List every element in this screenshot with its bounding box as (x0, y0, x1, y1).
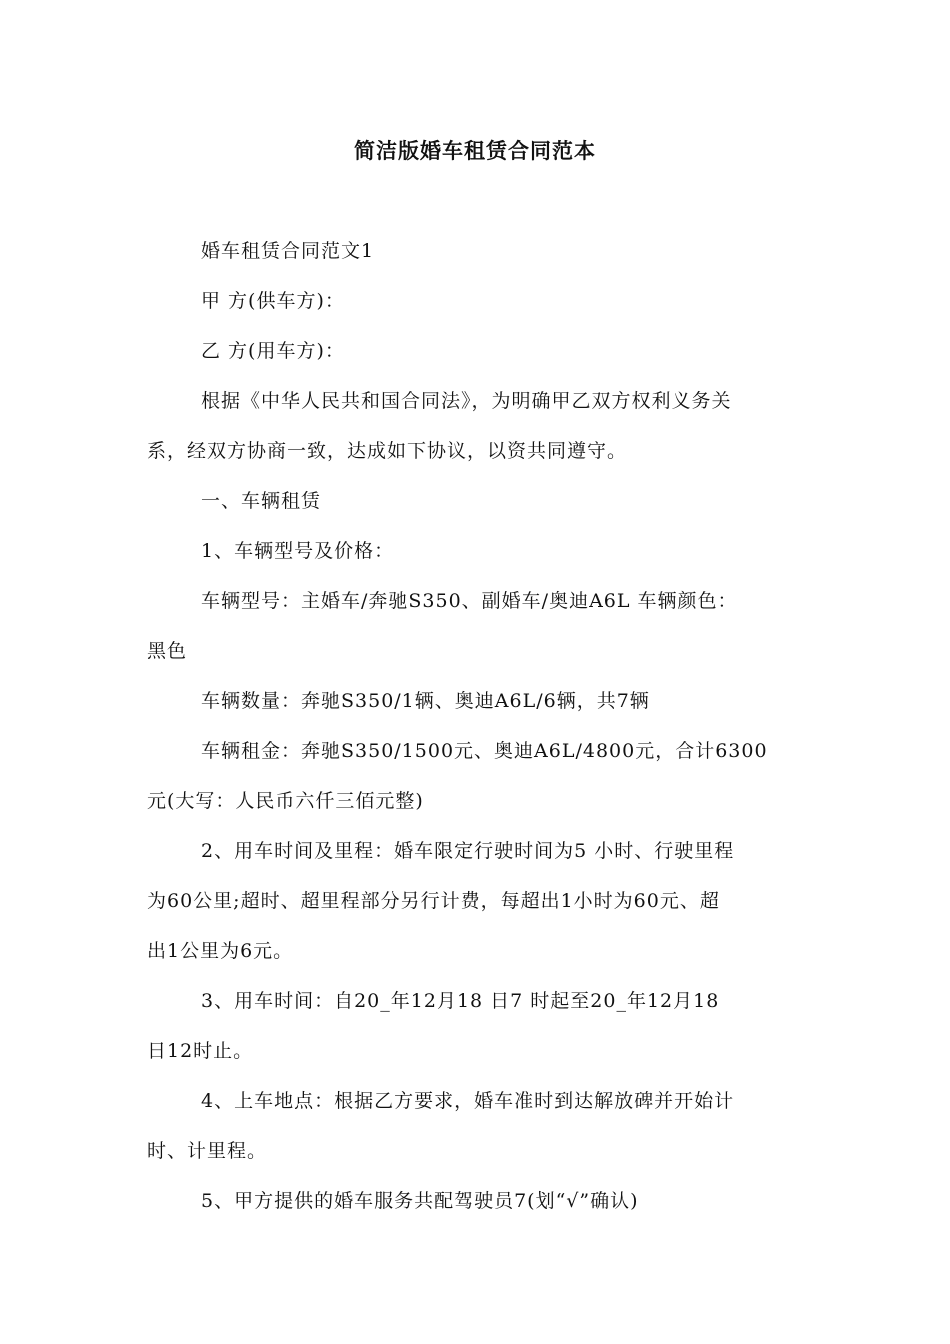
text-line: 3、用车时间：自20_年12月18 日7 时起至20_年12月18 (201, 990, 720, 1012)
text-line: 车辆数量：奔驰S350/1辆、奥迪A6L/6辆，共7辆 (201, 690, 650, 712)
text-line: 根据《中华人民共和国合同法》，为明确甲乙双方权利义务关 (201, 390, 732, 412)
text-line: 婚车租赁合同范文1 (201, 240, 375, 262)
text-line: 元(大写：人民币六仟三佰元整) (147, 790, 424, 812)
document-body (147, 226, 812, 1226)
text-line: 车辆型号：主婚车/奔驰S350、副婚车/奥迪A6L 车辆颜色： (201, 590, 738, 612)
text-line: 日12时止。 (147, 1040, 254, 1062)
text-line: 乙 方(用车方)： (201, 340, 345, 362)
text-line: 1、车辆型号及价格： (201, 540, 395, 562)
text-line: 一、车辆租赁 (201, 490, 322, 512)
text-line: 系，经双方协商一致，达成如下协议，以资共同遵守。 (147, 440, 628, 462)
text-line: 为60公里;超时、超里程部分另行计费，每超出1小时为60元、超 (147, 890, 720, 912)
text-line: 黑色 (147, 640, 188, 662)
text-line: 车辆租金：奔驰S350/1500元、奥迪A6L/4800元，合计6300 (201, 740, 768, 762)
document-title: 简洁版婚车租赁合同范本 (354, 139, 596, 163)
text-line: 5、甲方提供的婚车服务共配驾驶员7(划“√”确认) (201, 1190, 639, 1212)
text-line: 出1公里为6元。 (147, 940, 294, 962)
text-line: 时、计里程。 (147, 1140, 268, 1162)
text-line: 2、用车时间及里程：婚车限定行驶时间为5 小时、行驶里程 (201, 840, 735, 862)
text-line: 4、上车地点：根据乙方要求，婚车准时到达解放碑并开始计 (201, 1090, 735, 1112)
text-line: 甲 方(供车方)： (201, 290, 345, 312)
